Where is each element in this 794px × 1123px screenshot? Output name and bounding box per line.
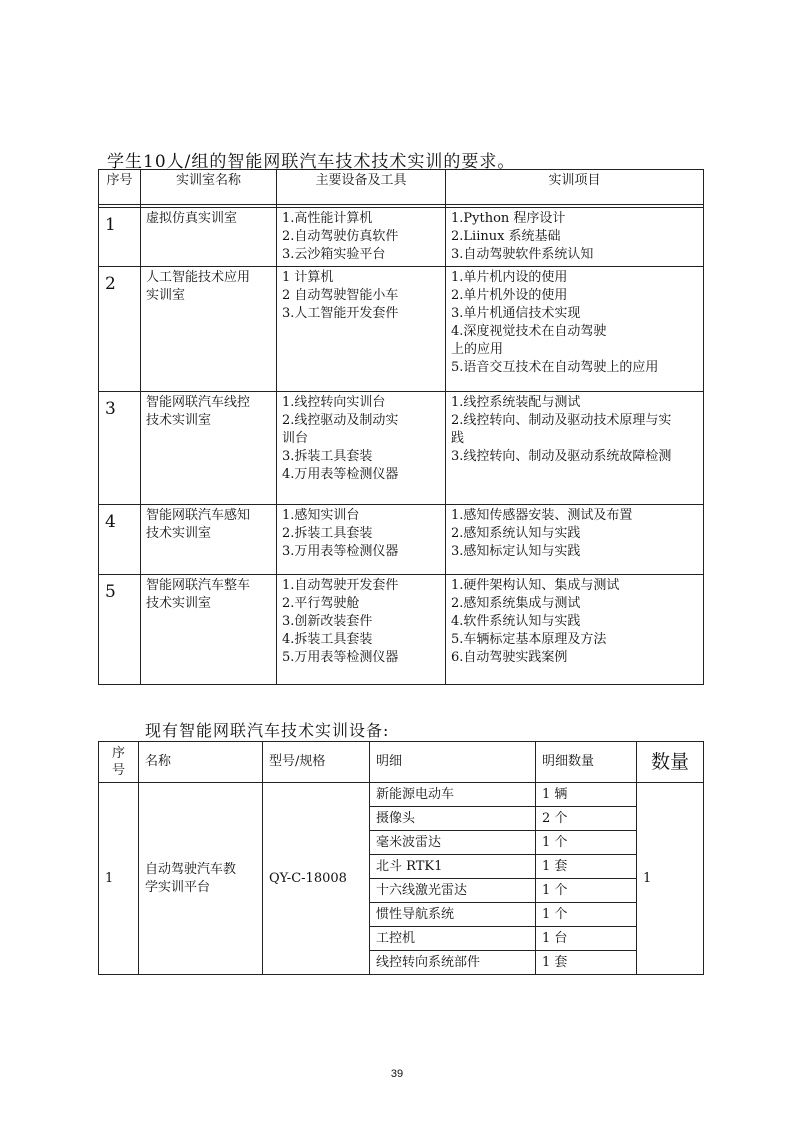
detail-count: 1 套 — [536, 855, 637, 879]
detail-name: 惯性导航系统 — [370, 903, 536, 927]
room-line: 人工智能技术应用 — [146, 270, 251, 285]
name-line: 自动驾驶汽车教 — [145, 861, 237, 877]
room-line: 实训室 — [146, 288, 186, 303]
room-line: 技术实训室 — [146, 413, 212, 428]
projects-line: 5.语音交互技术在自动驾驶上的应用 — [451, 360, 659, 375]
equipment-line: 3.人工智能开发套件 — [282, 306, 399, 321]
section-heading: 学生10人/组的智能网联汽车技术技术实训的要求。 — [107, 152, 516, 172]
projects-cell — [446, 575, 704, 685]
projects-line: 4.软件系统认知与实践 — [451, 614, 581, 629]
projects-cell — [446, 505, 704, 575]
header-cell: 数量 — [637, 742, 704, 783]
room-cell — [141, 575, 277, 685]
equipment-cell — [277, 267, 446, 392]
equipment-table — [98, 741, 704, 975]
detail-name: 北斗 RTK1 — [370, 855, 536, 879]
header-cell: 实训室名称 — [141, 170, 277, 205]
projects-line: 2.Liinux 系统基础 — [451, 229, 561, 244]
quantity-cell: 1 — [637, 783, 704, 975]
equipment-cell — [277, 505, 446, 575]
page-number: 39 — [390, 1068, 404, 1080]
table-header-row — [99, 742, 704, 783]
equipment-line: 1 计算机 — [282, 270, 334, 285]
equipment-cell — [277, 208, 446, 267]
equipment-line: 1.自动驾驶开发套件 — [282, 578, 399, 593]
detail-count: 2 个 — [536, 807, 637, 831]
equipment-line: 3.拆装工具套装 — [282, 449, 373, 464]
equipment-line: 3.云沙箱实验平台 — [282, 247, 386, 262]
room-cell — [141, 505, 277, 575]
projects-line: 2.线控转向、制动及驱动技术原理与实 — [451, 413, 672, 428]
name-line: 学实训平台 — [145, 879, 211, 895]
row-number: 5 — [99, 575, 141, 685]
detail-name: 毫米波雷达 — [370, 831, 536, 855]
header-cell — [99, 742, 139, 783]
header-cell: 主要设备及工具 — [277, 170, 446, 205]
table-row — [99, 783, 704, 807]
detail-name: 十六线激光雷达 — [370, 879, 536, 903]
projects-cell — [446, 267, 704, 392]
equipment-line: 5.万用表等检测仪器 — [282, 650, 399, 665]
projects-line: 1.Python 程序设计 — [451, 211, 566, 226]
projects-line: 3.感知标定认知与实践 — [451, 544, 581, 559]
table-row — [99, 267, 704, 392]
header-cell: 明细 — [370, 742, 536, 783]
header-cell: 实训项目 — [446, 170, 704, 205]
projects-line: 5.车辆标定基本原理及方法 — [451, 632, 607, 647]
detail-count: 1 辆 — [536, 783, 637, 807]
projects-line: 1.单片机内设的使用 — [451, 270, 568, 285]
equipment-line: 2.拆装工具套装 — [282, 526, 373, 541]
projects-line: 3.单片机通信技术实现 — [451, 306, 581, 321]
equipment-cell — [277, 575, 446, 685]
equipment-cell — [277, 392, 446, 505]
no-cell: 1 — [99, 783, 139, 975]
detail-name: 工控机 — [370, 927, 536, 951]
header-text: 号 — [111, 763, 125, 778]
equipment-line: 4.万用表等检测仪器 — [282, 467, 399, 482]
projects-line: 6.自动驾驶实践案例 — [451, 650, 568, 665]
detail-count: 1 台 — [536, 927, 637, 951]
detail-count: 1 套 — [536, 951, 637, 975]
room-cell — [141, 392, 277, 505]
equipment-line: 3.创新改装套件 — [282, 614, 373, 629]
row-number: 2 — [99, 267, 141, 392]
detail-name: 摄像头 — [370, 807, 536, 831]
equipment-line: 1.感知实训台 — [282, 508, 360, 523]
projects-line: 4.深度视觉技术在自动驾驶 — [451, 324, 607, 339]
room-line: 智能网联汽车感知 — [146, 508, 251, 523]
equipment-line: 训台 — [282, 431, 309, 446]
detail-name: 线控转向系统部件 — [370, 951, 536, 975]
room-cell — [141, 267, 277, 392]
table-header-row — [99, 170, 704, 205]
table-row — [99, 208, 704, 267]
projects-line: 上的应用 — [451, 342, 504, 357]
equipment-line: 4.拆装工具套装 — [282, 632, 373, 647]
projects-line: 3.自动驾驶软件系统认知 — [451, 247, 594, 262]
equipment-line: 1.高性能计算机 — [282, 211, 373, 226]
room-line: 智能网联汽车整车 — [146, 578, 251, 593]
equipment-line: 2.平行驾驶舱 — [282, 596, 360, 611]
room-line: 智能网联汽车线控 — [146, 395, 251, 410]
equipment-line: 2.线控驱动及制动实 — [282, 413, 399, 428]
equipment-line: 2.自动驾驶仿真软件 — [282, 229, 399, 244]
section-heading: 现有智能网联汽车技术实训设备: — [145, 721, 390, 740]
equipment-line: 2 自动驾驶智能小车 — [282, 288, 399, 303]
header-text: 序 — [111, 746, 125, 761]
table-row — [99, 392, 704, 505]
projects-line: 3.线控转向、制动及驱动系统故障检测 — [451, 449, 672, 464]
header-cell: 序号 — [99, 170, 141, 205]
projects-line: 1.线控系统装配与测试 — [451, 395, 581, 410]
projects-line: 1.硬件架构认知、集成与测试 — [451, 578, 620, 593]
training-requirements-table — [98, 169, 704, 685]
projects-line: 2.感知系统集成与测试 — [451, 596, 581, 611]
room-line: 技术实训室 — [146, 526, 212, 541]
room-cell — [141, 208, 277, 267]
row-number: 3 — [99, 392, 141, 505]
row-number: 1 — [99, 208, 141, 267]
detail-count: 1 个 — [536, 831, 637, 855]
detail-count: 1 个 — [536, 879, 637, 903]
equipment-line: 1.线控转向实训台 — [282, 395, 386, 410]
header-cell: 名称 — [139, 742, 263, 783]
row-number: 4 — [99, 505, 141, 575]
room-line: 虚拟仿真实训室 — [146, 211, 238, 226]
header-cell: 明细数量 — [536, 742, 637, 783]
table-row — [99, 505, 704, 575]
header-cell: 型号/规格 — [263, 742, 370, 783]
projects-line: 2.单片机外设的使用 — [451, 288, 568, 303]
equipment-line: 3.万用表等检测仪器 — [282, 544, 399, 559]
projects-cell — [446, 392, 704, 505]
projects-line: 践 — [451, 431, 465, 446]
model-cell: QY-C-18008 — [263, 783, 370, 975]
name-cell — [139, 783, 263, 975]
projects-line: 2.感知系统认知与实践 — [451, 526, 581, 541]
detail-count: 1 个 — [536, 903, 637, 927]
room-line: 技术实训室 — [146, 596, 212, 611]
detail-name: 新能源电动车 — [370, 783, 536, 807]
projects-line: 1.感知传感器安装、测试及布置 — [451, 508, 633, 523]
projects-cell — [446, 208, 704, 267]
table-row — [99, 575, 704, 685]
